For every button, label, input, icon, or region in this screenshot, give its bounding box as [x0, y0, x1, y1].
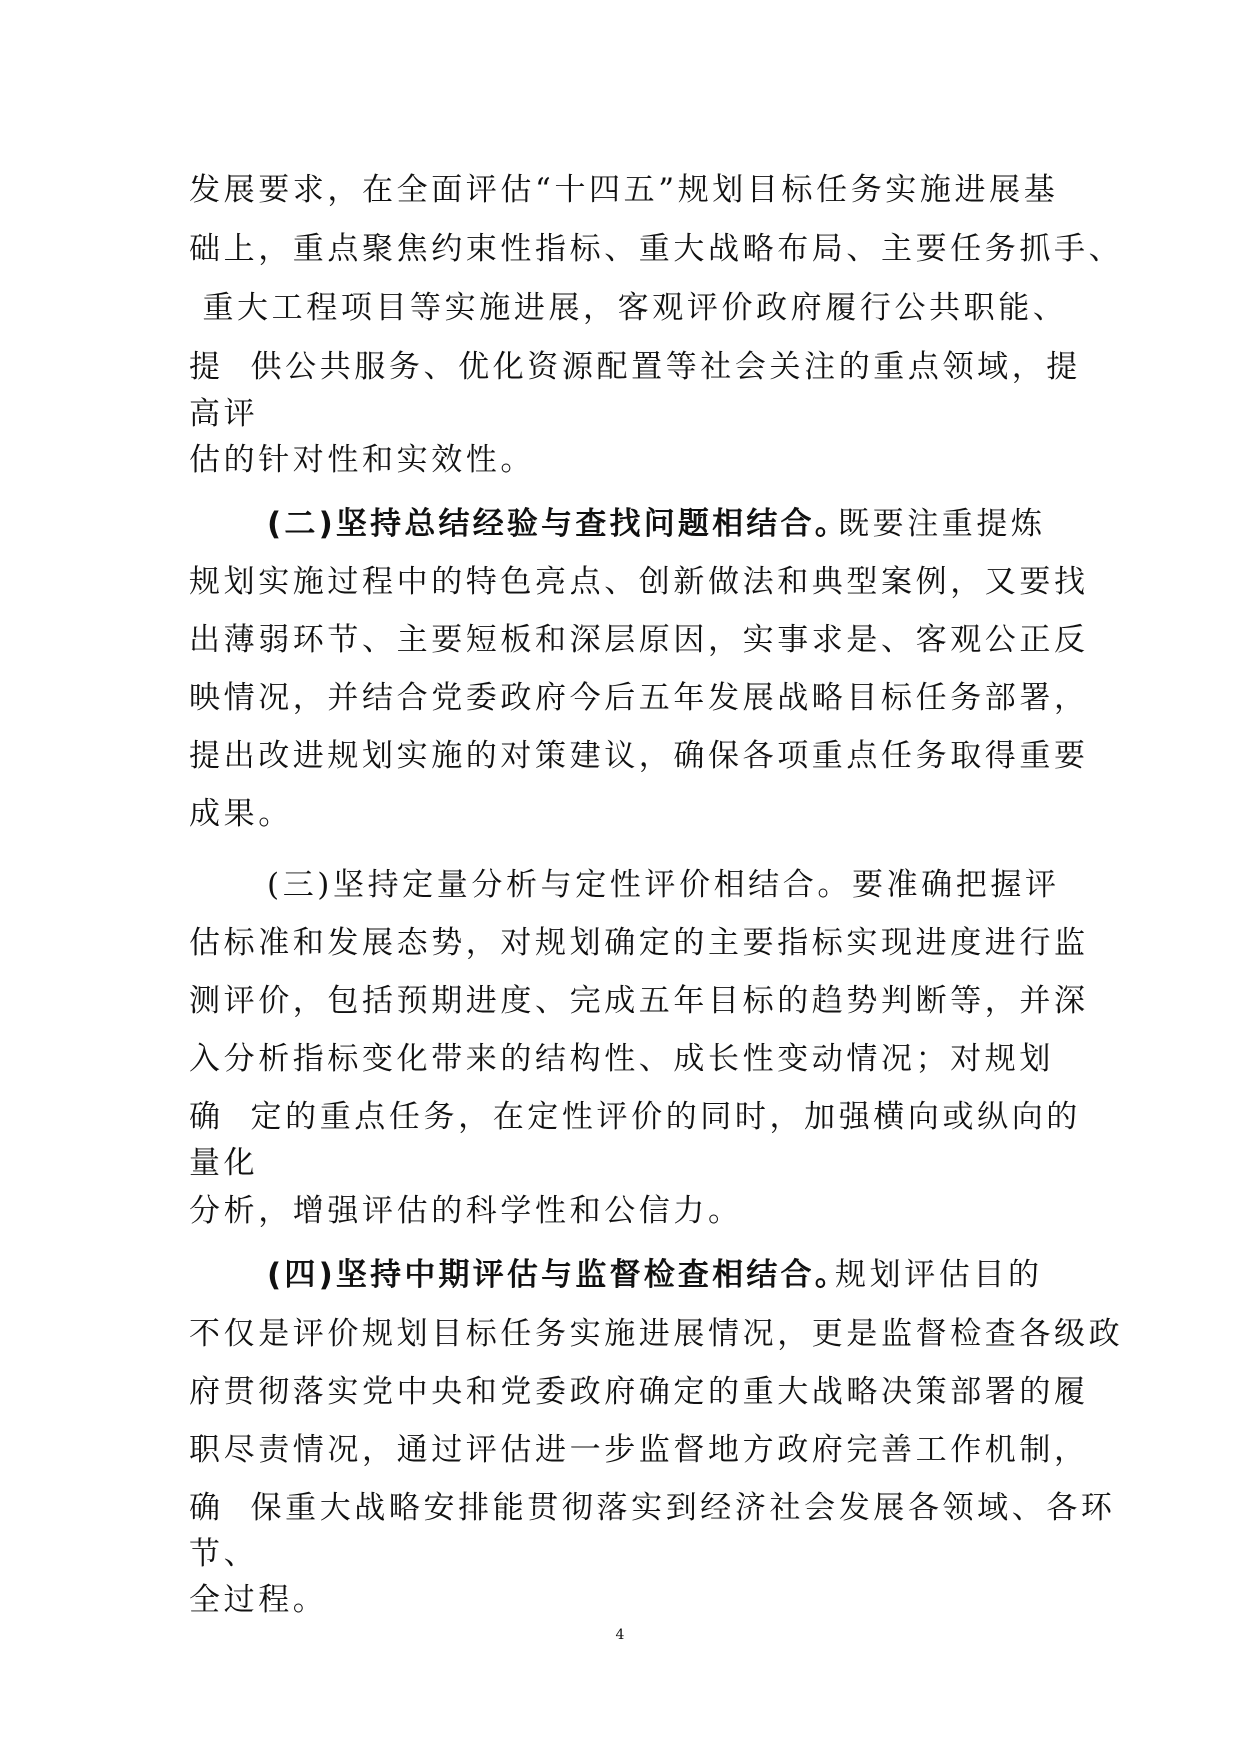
section-heading-2: (二)坚持总结经验与查找问题相结合。 [267, 506, 849, 542]
paragraph-line: 全过程。 [189, 1582, 328, 1618]
section-paragraph-3: (三)坚持定量分析与定性评价相结合。要准确把握评 [267, 867, 1060, 903]
paragraph-line: 入分析指标变化带来的结构性、成长性变动情况；对规划 [189, 1041, 1054, 1077]
paragraph-line: 府贯彻落实党中央和党委政府确定的重大战略决策部署的履 [189, 1374, 1089, 1410]
page-number: 4 [615, 1627, 625, 1643]
paragraph-line: 估的针对性和实效性。 [189, 442, 535, 478]
paragraph-line: 节、 [189, 1536, 259, 1572]
paragraph-line: 估标准和发展态势，对规划确定的主要指标实现进度进行监 [189, 925, 1089, 961]
section-heading-4: (四)坚持中期评估与监督检查相结合。 [267, 1257, 849, 1293]
paragraph-line: 分析，增强评估的科学性和公信力。 [189, 1193, 743, 1229]
paragraph-line: 提出改进规划实施的对策建议，确保各项重点任务取得重要 [189, 738, 1089, 774]
paragraph-line: 规划评估目的 [835, 1257, 1043, 1293]
paragraph-line: 重大工程项目等实施进展，客观评价政府履行公共职能、 [189, 290, 1068, 326]
paragraph-line: 确 定的重点任务，在定性评价的同时，加强横向或纵向的 [189, 1099, 1081, 1135]
paragraph-line: 提 供公共服务、优化资源配置等社会关注的重点领域，提 [189, 349, 1081, 385]
paragraph-line: 映情况，并结合党委政府今后五年发展战略目标任务部署， [189, 680, 1089, 716]
paragraph-line: 量化 [189, 1145, 259, 1181]
paragraph-line: 高评 [189, 396, 259, 432]
paragraph-line: 职尽责情况，通过评估进一步监督地方政府完善工作机制， [189, 1432, 1089, 1468]
paragraph-line: 既要注重提炼 [838, 506, 1046, 542]
paragraph-line: 发展要求，在全面评估“十四五”规划目标任务实施进展基 [189, 172, 1059, 208]
paragraph-line: 确 保重大战略安排能贯彻落实到经济社会发展各领域、各环 [189, 1490, 1116, 1526]
paragraph-line: 规划实施过程中的特色亮点、创新做法和典型案例，又要找 [189, 564, 1089, 600]
paragraph-line: 成果。 [189, 796, 293, 832]
paragraph-line: 础上，重点聚焦约束性指标、重大战略布局、主要任务抓手、 [189, 231, 1124, 267]
paragraph-line: 不仅是评价规划目标任务实施进展情况，更是监督检查各级政 [189, 1316, 1124, 1352]
paragraph-line: 出薄弱环节、主要短板和深层原因，实事求是、客观公正反 [189, 622, 1089, 658]
paragraph-line: 测评价，包括预期进度、完成五年目标的趋势判断等，并深 [189, 983, 1089, 1019]
